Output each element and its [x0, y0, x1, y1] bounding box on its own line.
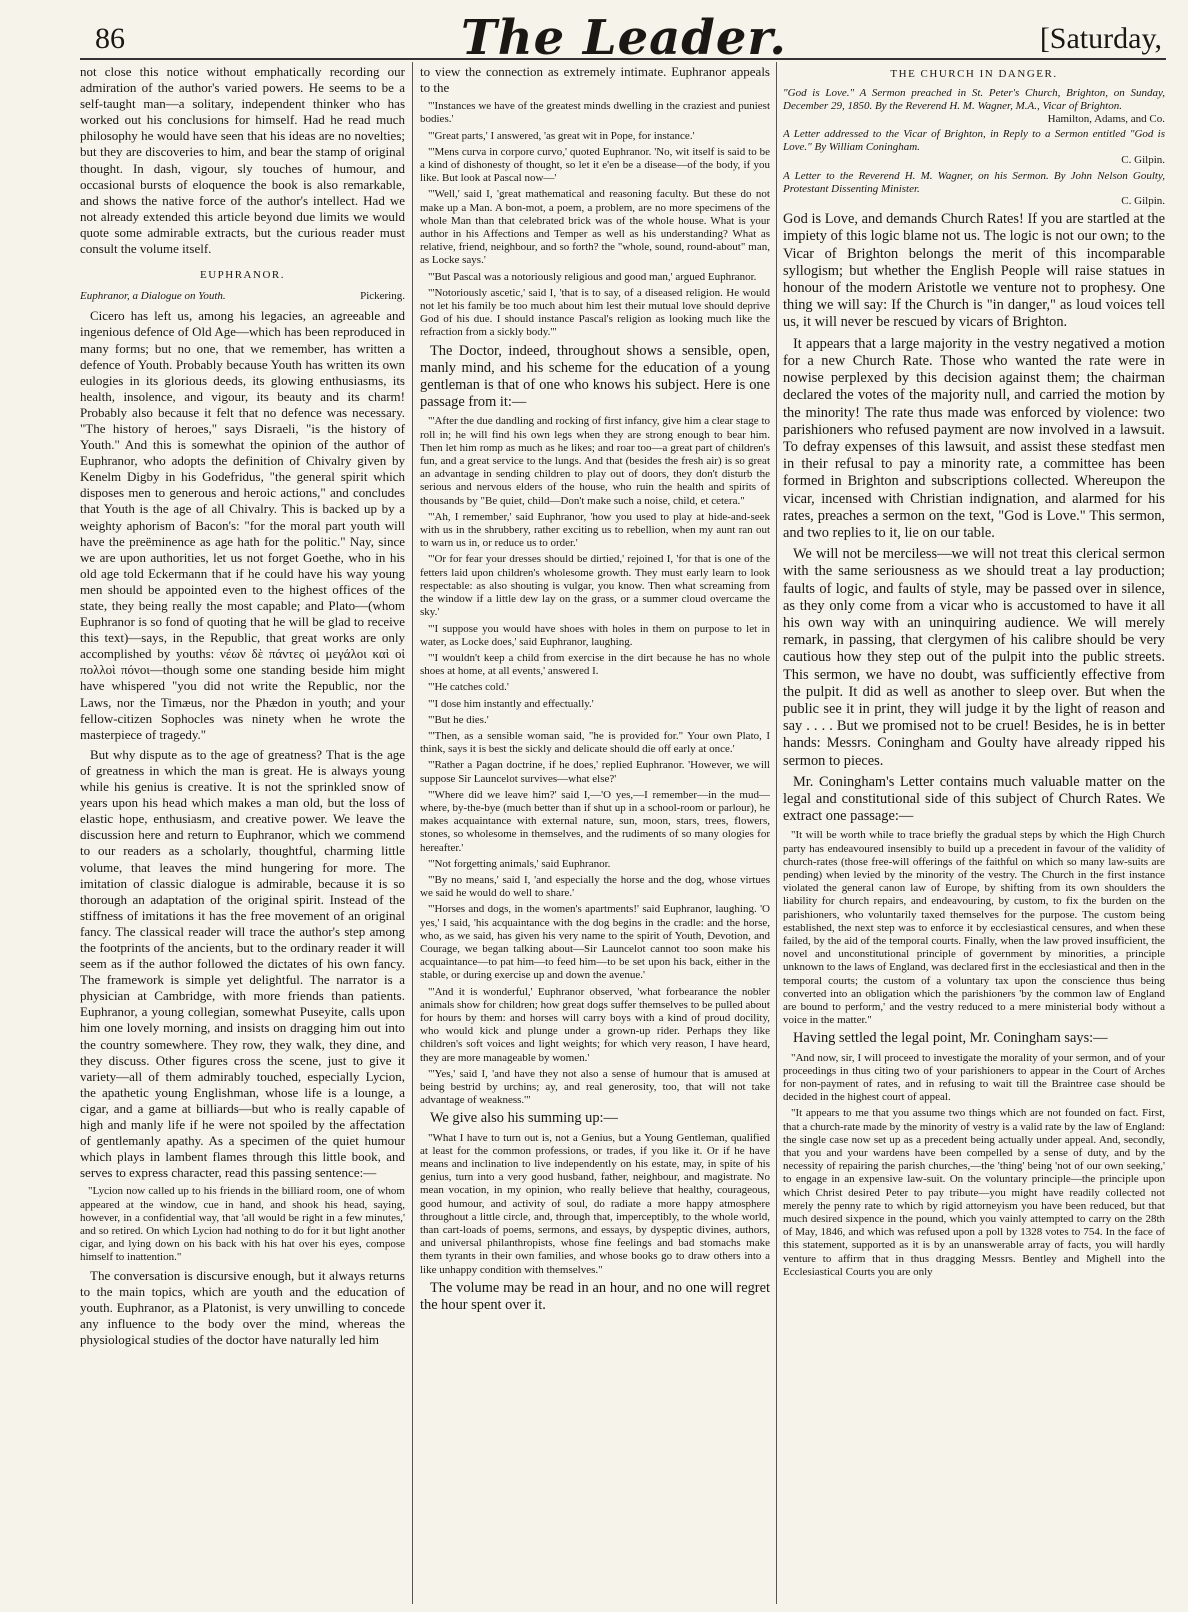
quote-line: "'By no means,' said I, 'and especially the horse and the dog, whose virtues we said he would do well to share.' [420, 873, 770, 900]
quote-line: "'Not forgetting animals,' said Euphranor. [428, 857, 611, 870]
quote-line: "'Instances we have of the greatest minds dwelling in the craziest and puniest bodies.' [420, 100, 770, 126]
quote-line: "'I suppose you would have shoes with holes in them on purpose to let in water, as Locke does,' said Euphranor, laughing. [420, 622, 770, 648]
quote-line: "'Ah, I remember,' said Euphranor, 'how you used to play at hide-and-seek with us in the shrubbery, rather exciting us to rebellion, when my aunt ran out to warn us in, or reduce us to order.' [420, 510, 770, 550]
column-3 [783, 64, 1165, 1604]
column-2 [420, 64, 770, 1604]
paragraph: Having settled the legal point, Mr. Coningham says:— [793, 1030, 1108, 1047]
book-title: Euphranor, a Dialogue on Youth. [80, 290, 226, 303]
masthead: The Leader. [461, 10, 787, 66]
quote-line: "'Yes,' said I, 'and have they not also a sense of humour that is amused at being bestrid by urchins; ay, and real generosity, too, that will not take advantage of weakness.'" [420, 1067, 770, 1107]
book-listing-publisher: C. Gilpin. [1121, 195, 1165, 208]
quote-line: "'Where did we leave him?' said I,—'O yes,—I remember—in the mud—where, by-the-bye (much better than if shut up in a school-room or parlour), he makes acquaintance with external nature, sun, moon, stars, trees, flowers, stones, so wholesome in themselves, and the rudiments of so many ologies for hereafter.' [420, 788, 770, 854]
quote-line: "'I wouldn't keep a child from exercise in the dirt because he has no whole shoes at home, at all events,' answered I. [420, 651, 770, 678]
issue-day: [Saturday, [1039, 22, 1162, 55]
quote-line: "'Or for fear your dresses should be dirtied,' rejoined I, 'for that is one of the fetters laid upon children's wholesome growth. They must early learn to look respectable: as also shouting is vulgar, you know. Then what screaming from the window if a little dew lay on the grass, or a summer cloud overcame the sky.' [420, 553, 770, 619]
paragraph: The volume may be read in an hour, and no one will regret the hour spent over it. [420, 1279, 770, 1314]
quote-line: "'I dose him instantly and effectually.' [428, 697, 594, 710]
book-listing-publisher: C. Gilpin. [1121, 154, 1165, 167]
paragraph: It appears that a large majority in the vestry negatived a motion for a new Church Rate. Those who wanted the rate were in nowise perplexed by this decision against them; the chairman declared the votes of the majority null, and carried the motion by the minority! The rate thus made was enforced by violence: two parishioners who refused payment are now involved in a lawsuit. To defray expenses of this lawsuit, and assist these stedfast men in their refusal to pay a minority rate, a committee has been formed in Brighton and subscriptions collected. Whereupon the vicar, incensed with Christian indignation, and alarmed for his rates, preaches a sermon on the text, "God is Love." This sermon, and two replies to it, lie on our table. [783, 335, 1165, 541]
book-listing [783, 87, 1165, 125]
article-heading: EUPHRANOR. [200, 269, 285, 282]
book-publisher: Pickering. [360, 290, 405, 303]
quote-line: "'Then, as a sensible woman said, "he is provided for." Your own Plato, I think, says it is best the sickly and delicate should die off early at once.' [420, 729, 770, 756]
book-citation [80, 288, 405, 304]
paragraph: We will not be merciless—we will not treat this clerical sermon with the same seriousness as we should treat a lay production; faults of logic, and faults of style, may be passed over in silence, as they only come from a vicar who is accustomed to have it all his own way with an uninquiring audience. We will merely remark, in passing, that clergymen of his calibre should be very cautious how they step out of the pulpit into the public streets. This sermon, we have no doubt, was sufficiently effective from the pulpit. It did as well as another to sleep over. But when the public see it in print, they will judge it by the light of reason and say . . . . But we promised not to be cruel! Besides, he is in better hands: Messrs. Coningham and Goulty have already ripped his sermon to pieces. [783, 546, 1165, 769]
paragraph: God is Love, and demands Church Rates! If you are startled at the impiety of this logic blame not us. The logic is not our own; to the Vicar of Brighton belongs the merit of this incomparable syllogism; but whether the English People will raise statues in honour of the modern Aristotle we venture not to prophesy. One thing we will say: If the Church is "in danger," as loud voices tell us, it will never be rescued by vicars of Brighton. [783, 211, 1165, 331]
article-heading: THE CHURCH IN DANGER. [890, 68, 1058, 80]
column-divider [776, 62, 777, 1604]
book-listing [783, 170, 1165, 208]
quote-line: "'After the due dandling and rocking of first infancy, give him a clear stage to roll in; he will find his own legs when they are strong enough to bear him. Then let him romp as much as he likes; and roar too—a great part of children's fun, and a great service to the lungs. And that (besides the fresh air) is so great an advantage in sending children to play out of doors, they don't disturb the serious and nervous elders of the house, who ruin the health and spirits of thousands by "Be quiet, child—Don't make such a noise, child, et cetera." [420, 415, 770, 507]
book-listing-title: A Letter to the Reverend H. M. Wagner, on his Sermon. By John Nelson Goulty, Protestant Dissenting Minister. [783, 169, 1165, 195]
block-quote: "Lycion now called up to his friends in the billiard room, one of whom appeared at the window, cue in hand, and shook his head, saying, however, in a confidential way, that 'all would be right in a few minutes,' and so retired. On which Lycion had nothing to do for it but light another cigar, and lying down on his back with his hat over his eyes, compose himself to inattention." [80, 1185, 405, 1264]
paragraph: to view the connection as extremely intimate. Euphranor appeals to the [420, 64, 770, 96]
column-1 [80, 64, 405, 1604]
quote-line: "'But he dies.' [428, 713, 489, 726]
quote-line: "'Great parts,' I answered, 'as great wit in Pope, for instance.' [428, 129, 695, 142]
book-listing-title: A Letter addressed to the Vicar of Brighton, in Reply to a Sermon entitled "God is Love." By William Coningham. [783, 128, 1165, 154]
quote-line: "'Rather a Pagan doctrine, if he does,' replied Euphranor. 'However, we will suppose Sir Launcelot survives—what else?' [420, 759, 770, 785]
paragraph: We give also his summing up:— [430, 1110, 618, 1127]
book-listing-title: "God is Love." A Sermon preached in St. Peter's Church, Brighton, on Sunday, December 29, 1850. By the Reverend H. M. Wagner, M.A., Vicar of Brighton. [783, 87, 1165, 112]
quote-line: "It will be worth while to trace briefly the gradual steps by which the High Church party has endeavoured insensibly to build up a precedent in favour of the validity of church-rates (those free-will offerings of the faithful on which so many law-suits are pending) when levied by the minority of the vestry. The Church in the first instance violated the general canon law of Europe, by shifting from its own shoulders the liability for church repairs, and endeavouring, by custom, to fix the burden on the parishioners, who voluntarily taxed themselves for the purpose. The custom being established, the next step was to enforce it by ecclesiastical censures, and when these failed, by the aid of the temporal courts. Finally, when the law proved insufficient, the novel and unconstitutional principle of government by minorities, a principle unknown to the laws of England, was declared first in the ecclesiastical and then in the temporal courts; the custom of a voluntary tax upon the conscience thus being converted into an obligation which the parishioners 'by the common law of England are bound to perform,' and the vestry reduced to a mere ministerial body without a voice in the matter." [783, 829, 1165, 1027]
page-number: 86 [95, 22, 125, 55]
quote-line: "'He catches cold.' [428, 681, 509, 694]
paragraph: Mr. Coningham's Letter contains much valuable matter on the legal and constitutional side of this subject of Church Rates. We extract one passage:— [783, 773, 1165, 825]
quote-line: "'Well,' said I, 'great mathematical and reasoning faculty. But these do not make up a Man. A bon-mot, a poem, a problem, are no more specimens of the whole Man than that celebrated brick was of the whole house. What is your author in his Affections and Temper as well as his understanding? What as relative, friend, neighbour, and so forth? the "whole, sound, round-about" man, as Locke says.' [420, 188, 770, 267]
paragraph: Cicero has left us, among his legacies, an agreeable and ingenious defence of Old Age—which has been reproduced in many forms; but no one, that we remember, has written a defence of Youth. Probably because Youth has written its own eulogies in its glorious deeds, its glowing enthusiasms, its health, insolence, and vigour, its beauty and its charm! Probably also because it felt that no defence was necessary. "The history of heroes," says Disraeli, "is the history of Youth." And this is somewhat the opinion of the author of Euphranor, who adopts the definition of Chivalry given by Kenelm Digby in his Godefridus, "the general spirit which disposes men to generous and heroic actions," and concludes that Youth is the age of all Chivalry. This is backed up by a weighty aphorism of Bacon's: "for the moral part youth will have the preëminence as age hath for the politic." Nay, since we are upon authorities, let us not forget Goethe, who in his old age told Eckermann that if he could have his way young men should be appointed even to the highest offices of the state, they being really the most capable; and Plato—(whom Euphranor is so fond of quoting that he will be glad to receive this text)—says, in the Republic, that great works are only accomplished by youths: νέων δὲ πάντες οἱ μεγάλοι καὶ οἱ πολλοὶ πόνοι—though some one standing beside him might have whispered "you did not write the Republic, nor the Laws, nor the Timæus, nor the Phædon in youth; and your fellow-citizen Sophocles was ninety when he wrote the masterpiece of tragedy." [80, 308, 405, 742]
book-listing-publisher: Hamilton, Adams, and Co. [1047, 112, 1165, 125]
review-ending: not close this notice without emphatically recording our admiration of the author's varied powers. He seems to be a self-taught man—a solitary, independent thinker who has worked out his conclusions for himself. Had he read much philosophy he would have seen that his ideas are no novelties; but they are discoveries to him, and bear the stamp of original thought. In dash, vigour, sly touches of humour, and occasional bursts of eloquence the book is also remarkable, and shows the native force of the author's intellect. Had we not already extended this article beyond due limits we would quote some admirable extracts, but the curious reader must consult the volume itself. [80, 64, 405, 257]
column-divider [412, 62, 413, 1604]
quote-line: "What I have to turn out is, not a Genius, but a Young Gentleman, qualified at least for the common professions, or trades, if you like it. Or if he have means and inclination to live independently on his estate, may, in spite of his genius, turn into a very good husband, father, neighbour, and magistrate. No mean vocation, in my opinion, who really believe that healthy, courageous, good humour, and activity of soul, do radiate a more happy atmosphere throughout a little circle, and, through that, imperceptibly, to the whole world, than cart-loads of poems, sermons, and essays, by dyspeptic divines, authors, and universal philanthropists, whose fine feelings and bad stomachs make them tyrants in their own families, and whose books go to draw others into a like unhappy condition with themselves." [420, 1131, 770, 1276]
quote-line: "It appears to me that you assume two things which are not founded on fact. First, that a church-rate made by the minority of vestry is a valid rate by the law of England: the single case now set up as a precedent being actually under appeal. And, secondly, that you and your wardens have been compelled by a sense of duty, and by the necessity of repairing the parish churches,—the 'thing' being 'not of our own seeking,' to engage in an expensive law-suit. On the voluntary principle—the principle upon which Christ desired Peter to pay tribute—you might have readily collected not merely the penny rate to which by rigid attorneyism you have been reduced, but that much desired sixpence in the pound, which you vainly attempted to carry on the 28th of May, 1846, and which was refused upon a poll by 1328 votes to 754. In the face of this statement, supported as it is by an unanswerable array of facts, you will hardly venture to affirm that in thus dragging Messrs. Bentley and Mighell into the Ecclesiastical Courts you are only [783, 1107, 1165, 1278]
header-rule [80, 58, 1166, 60]
quote-line: "'But Pascal was a notoriously religious and good man,' argued Euphranor. [428, 270, 757, 283]
quote-line: "'And it is wonderful,' Euphranor observed, 'what forbearance the nobler animals show for children; how great dogs suffer themselves to be pulled about for hours by them: and horses will carry boys with a kind of proud docility, who would kick and plunge under a grown-up rider. Perhaps they like children's soft voices and light weights; for which very reason, I have heard, they are more manageable by women.' [420, 985, 770, 1064]
book-listing [783, 128, 1165, 166]
paragraph: The conversation is discursive enough, but it always returns to the main topics, which are youth and the education of youth. Euphranor, as a Platonist, is very unwilling to concede any influence to the body over the mind, whereas the physiological studies of the doctor have naturally led him [80, 1267, 405, 1347]
quote-line: "And now, sir, I will proceed to investigate the morality of your sermon, and of your proceedings in thus citing two of your parishioners to appear in the Court of Arches for non-payment of rates, and in refusing to wait till the Braintree case should be decided in the highest court of appeal. [783, 1051, 1165, 1104]
quote-line: "'Horses and dogs, in the women's apartments!' said Euphranor, laughing. 'O yes,' I said, 'his acquaintance with the dog begins in the cradle: and the horse, who, as we said, has given his very name to the spirit of Youth, Devotion, and Courage, we began talking about—Sir Launcelot cannot too soon make his acquaintance—to pat him—to feed him—to be set upon his back, either in the stable, or during exercise up and down the avenue.' [420, 903, 770, 982]
quote-line: "'Mens curva in corpore curvo,' quoted Euphranor. 'No, wit itself is said to be a kind of dishonesty of thought, so let it e'en be a disease—of the body, if you like. But look at Pascal now—' [420, 145, 770, 185]
paragraph: But why dispute as to the age of greatness? That is the age of greatness in which the man is great. He is always young while his genius is creative. It is not the sprinkled snow of years upon his head which makes a man old, but the loss of elastic hope, enthusiasm, and creative power. We leave the discussion here and return to Euphranor, which we commend to our readers as a scholarly, thoughtful, charming little volume, that leaves the mind hungering for more. The imitation of classic dialogue is admirable, because it is so thorough an adaptation of the original spirit. Instead of the stiffness of imitations it has the free movement of an original fancy. The classical reader will trace the author's step among the footprints of the ancients, but to the ordinary reader it will seem as if the author followed the dictates of his own fancy. The framework is simple yet delightful. The narrator is a physician at Cambridge, with more friends than patients. Euphranor, a young collegian, somewhat Puseyite, calls upon him one lovely morning, and insists on dragging him out into the country somewhere. They row, they walk, they dine, and they discuss. Other figures cross the scene, just to give it variety—all of them admirably touched, especially Lycion, the apathetic young Englishman, whose life is a lounge, a cigar, and a game at billiards—but who is really capable of high and manly life if he were not spoiled by the affectation of gentlemanly apathy. As a specimen of the quiet humour which plays in lambent flames through this little book, and serves to express character, read this passing sentence:— [80, 746, 405, 1181]
quote-line: "'Notoriously ascetic,' said I, 'that is to say, of a diseased religion. He would not let his family be too much about him lest their mutual love should deprive God of his due. I should instance Pascal's religion as looking much like the refraction from a sickly body.'" [420, 286, 770, 339]
paragraph: The Doctor, indeed, throughout shows a sensible, open, manly mind, and his scheme for the education of a young gentleman is that of one who knows his subject. Here is one passage from it:— [420, 342, 770, 411]
